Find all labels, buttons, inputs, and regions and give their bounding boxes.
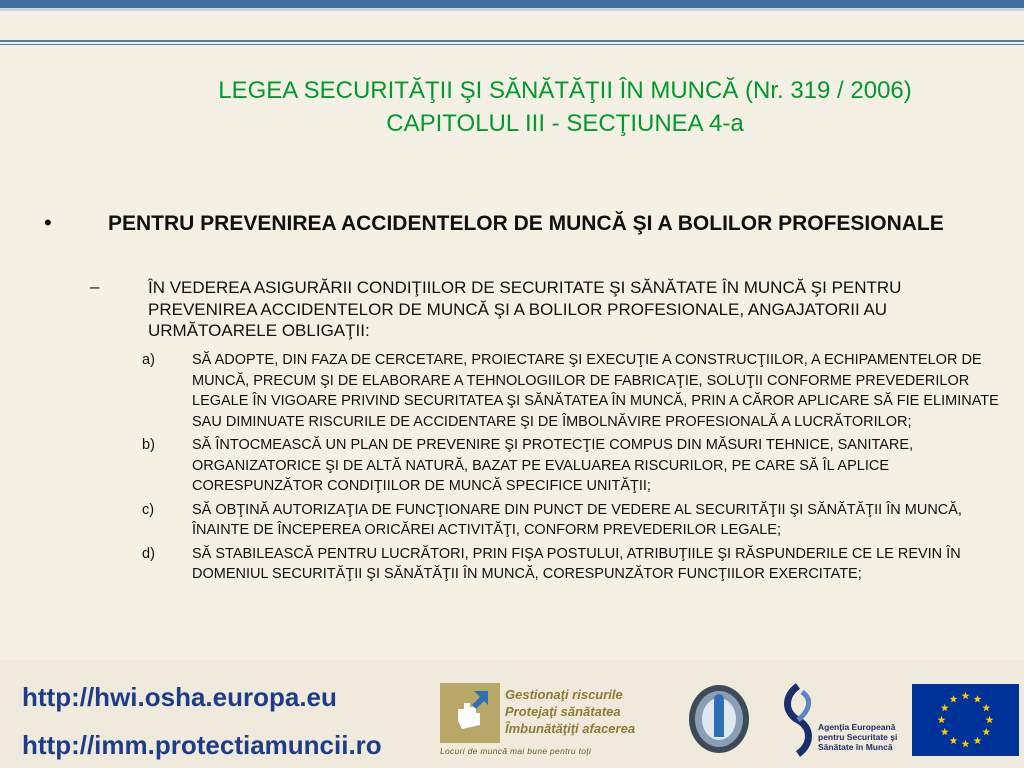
- list-item-text: SĂ ADOPTE, DIN FAZA DE CERCETARE, PROIECTARE ŞI EXECUŢIE A CONSTRUCŢIILOR, A ECHIPAMENTELOR DE MUNCĂ, PRECUM ŞI DE ELABORARE A TEHNOLOGIILOR DE FABRICAŢIE, SOLUŢII CONFORME PREVEDERILOR LEGALE ÎN VIGOARE PRIVIND SECURITATEA ŞI SĂNĂTATEA ÎN MUNCĂ, PRIN A CĂROR APLICARE SĂ FIE ELIMINATE SAU DIMINUATE RISCURILE DE ACCIDENTARE ŞI DE ÎMBOLNĂVIRE PROFESIONALĂ A LUCRĂTORILOR;: [192, 352, 999, 430]
- eu-star: [938, 716, 946, 724]
- campaign-slogan: [505, 686, 635, 737]
- eu-star: [986, 716, 994, 724]
- campaign-line-2: Protejaţi sănătatea: [505, 704, 621, 719]
- eu-flag-icon: [912, 684, 1019, 756]
- slide-title: [100, 74, 1024, 140]
- section-heading: PENTRU PREVENIREA ACCIDENTELOR DE MUNCĂ ŞI A BOLILOR PROFESIONALE: [108, 212, 944, 235]
- list-item: [142, 350, 1012, 432]
- eu-star: [962, 740, 970, 748]
- campaign-hand-icon: [440, 683, 500, 743]
- list-item-text: SĂ ÎNTOCMEASCĂ UN PLAN DE PREVENIRE ŞI PROTECŢIE COMPUS DIN MĂSURI TEHNICE, SANITARE, ORGANIZATORICE ŞI DE ALTĂ NATURĂ, BAZAT PE EVALUAREA RISCURILOR, PE CARE SĂ ÎL APLICE CORESPUNZĂTOR CONDIŢIILOR DE MUNCĂ SPECIFICE UNITĂŢII;: [192, 437, 914, 494]
- bullet-marker: •: [44, 210, 52, 235]
- eu-star: [982, 728, 990, 736]
- agency-swirl-icon: [778, 682, 818, 758]
- header-divider: [0, 40, 1024, 42]
- obligations-list: [142, 350, 1012, 588]
- top-bar: [0, 0, 1024, 8]
- protectiamuncii-link[interactable]: http://imm.protectiamuncii.ro: [22, 730, 382, 760]
- sub-paragraph: ÎN VEDEREA ASIGURĂRII CONDIŢIILOR DE SECURITATE ŞI SĂNĂTATE ÎN MUNCĂ ŞI PENTRU PREVENIREA ACCIDENTELOR DE MUNCĂ ŞI A BOLILOR PROFESIONALE, ANGAJATORII AU URMĂTOARELE OBLIGAŢII:: [148, 278, 902, 340]
- dash-marker: –: [90, 277, 100, 296]
- list-item-letter: a): [142, 352, 155, 368]
- eu-star: [974, 737, 982, 745]
- title-line-1: LEGEA SECURITĂŢII ŞI SĂNĂTĂŢII ÎN MUNCĂ (Nr. 319 / 2006): [218, 77, 912, 104]
- list-item-letter: c): [142, 501, 155, 518]
- eu-star: [974, 695, 982, 703]
- top-bar-accent: [0, 8, 1024, 11]
- agency-line-2: pentru Securitate şi: [818, 732, 898, 742]
- list-item-text: SĂ OBŢINĂ AUTORIZAŢIA DE FUNCŢIONARE DIN PUNCT DE VEDERE AL SECURITĂŢII ŞI SĂNĂTĂŢII ÎN MUNCĂ, ÎNAINTE DE ÎNCEPEREA ORICĂREI ACTIVITĂŢI, CONFORM PREVEDERILOR LEGALE;: [192, 501, 962, 538]
- list-item-letter: b): [142, 437, 155, 453]
- list-item-letter: d): [142, 545, 155, 562]
- agency-line-1: Agenţia Europeană: [818, 722, 896, 732]
- eu-star: [941, 728, 949, 736]
- campaign-line-3: Îmbunătăţiţi afacerea: [505, 721, 636, 736]
- eu-star: [950, 695, 958, 703]
- agency-name: [818, 722, 897, 752]
- list-item: [142, 435, 1012, 497]
- list-item-text: SĂ STABILEASCĂ PENTRU LUCRĂTORI, PRIN FIŞA POSTULUI, ATRIBUŢIILE ŞI RĂSPUNDERILE CE LE REVIN ÎN DOMENIUL SECURITĂŢII ŞI SĂNĂTĂŢII ÎN MUNCĂ, CORESPUNZĂTOR FUNCŢIILOR EXERCITATE;: [192, 545, 961, 582]
- campaign-tagline: Locuri de muncă mai bune pentru toţi: [440, 746, 592, 756]
- osha-link[interactable]: http://hwi.osha.europa.eu: [22, 682, 337, 712]
- header-divider-thin: [0, 44, 1024, 45]
- eu-star: [941, 704, 949, 712]
- eu-star: [982, 704, 990, 712]
- eu-star: [962, 692, 970, 700]
- list-item: [142, 544, 1012, 585]
- list-item: [142, 500, 1012, 541]
- labour-inspection-logo-icon: [686, 683, 752, 755]
- agency-line-3: Sănătate în Muncă: [818, 742, 893, 752]
- title-line-2: CAPITOLUL III - SECŢIUNEA 4-a: [386, 110, 744, 137]
- campaign-line-1: Gestionaţi riscurile: [505, 687, 623, 702]
- eu-star: [950, 737, 958, 745]
